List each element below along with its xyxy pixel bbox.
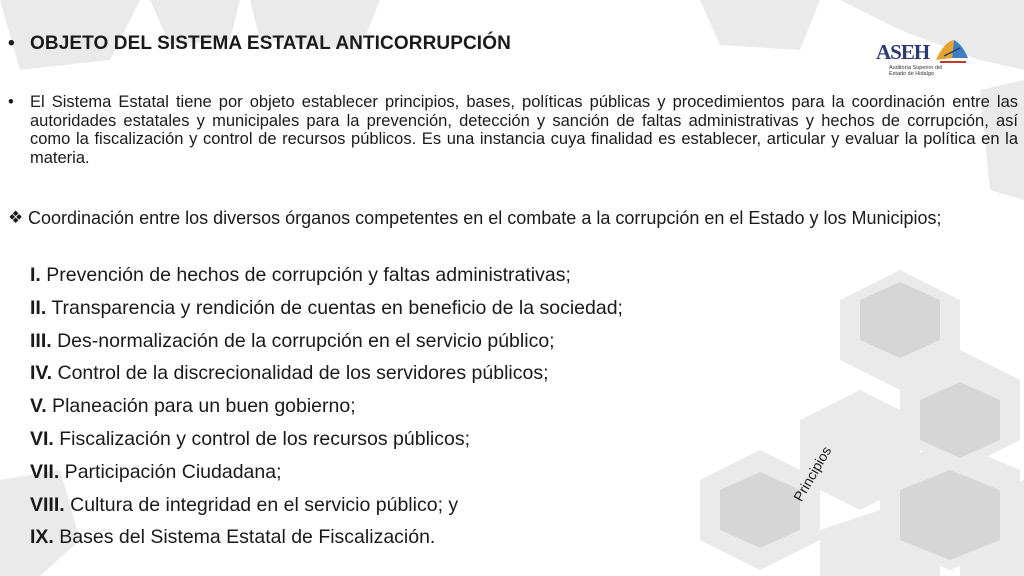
principle-number: II. (30, 296, 47, 319)
aseh-logo (876, 36, 970, 94)
objective-paragraph (8, 93, 1018, 167)
principle-item (30, 489, 623, 522)
principle-number: V. (30, 395, 47, 418)
principle-text: Bases del Sistema Estatal de Fiscalización. (53, 526, 436, 549)
principle-number: VIII. (30, 493, 65, 516)
principle-item (30, 456, 623, 489)
principle-text: Des-normalización de la corrupción en el servicio público; (51, 329, 555, 352)
logo-book-icon (934, 38, 970, 64)
heading-text: OBJETO DEL SISTEMA ESTATAL ANTICORRUPCIÓN (30, 33, 511, 54)
principle-text: Control de la discrecionalidad de los servidores públicos; (52, 362, 549, 385)
principle-text: Prevención de hechos de corrupción y faltas administrativas; (40, 264, 571, 286)
paragraph-text: El Sistema Estatal tiene por objeto establecer principios, bases, políticas públicas y procedimientos para la coordinación entre las autoridades estatales y municipales para la prevención, detección y sanción de faltas administrativas y hechos de corrupción, así como la fiscalización y control de recursos públicos. Es una instancia cuya finalidad es establecer, articular y evaluar la política en la materia. (30, 93, 1018, 167)
principle-number: III. (30, 329, 52, 352)
logo-name: ASEH (876, 40, 930, 64)
principle-item (30, 292, 623, 325)
principle-item (30, 357, 623, 390)
principle-text: Transparencia y rendición de cuentas en beneficio de la sociedad; (46, 296, 623, 319)
principle-number: VII. (30, 460, 60, 483)
principle-item (30, 325, 623, 358)
principle-number: IV. (30, 362, 53, 385)
logo-subtitle: Auditoría Superior del Estado de Hidalgo (889, 65, 943, 77)
coordination-text: Coordinación entre los diversos órganos competentes en el combate a la corrupción en el Estado y los Municipios; (28, 208, 942, 228)
principle-number: IX. (30, 526, 54, 549)
bullet-icon: • (8, 93, 14, 111)
principle-number: I. (30, 264, 41, 286)
slide-heading (8, 33, 511, 55)
principle-item (30, 390, 623, 423)
principle-number: VI. (30, 427, 54, 450)
bullet-icon: • (8, 33, 15, 54)
principle-item (30, 259, 623, 292)
principles-list (30, 259, 623, 554)
principle-text: Participación Ciudadana; (59, 460, 282, 483)
principle-text: Fiscalización y control de los recursos públicos; (53, 427, 471, 450)
diamond-bullet-icon: ❖ (8, 208, 24, 227)
principles-rotated-label: Principios (790, 443, 835, 504)
principle-text: Cultura de integridad en el servicio público; y (64, 493, 459, 516)
coordination-item (8, 208, 1018, 228)
principle-item (30, 521, 623, 554)
principle-item (30, 423, 623, 456)
principle-text: Planeación para un buen gobierno; (46, 395, 356, 418)
